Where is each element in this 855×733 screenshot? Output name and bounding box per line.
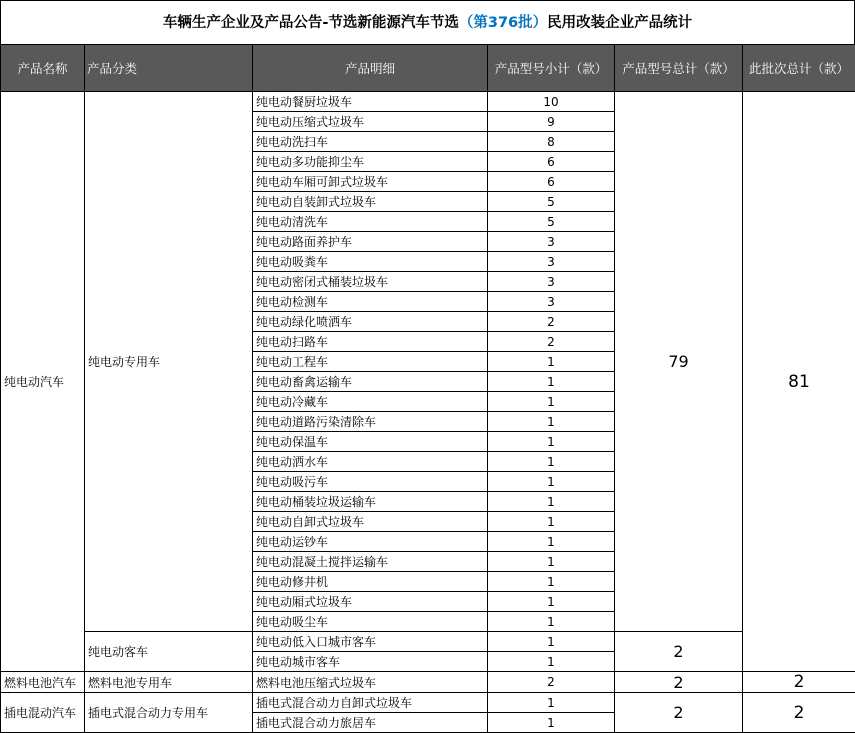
detail-cell: 纯电动绿化喷洒车 <box>253 312 488 332</box>
stats-table <box>0 44 855 733</box>
subtotal-cell: 6 <box>488 172 615 192</box>
subtotal-cell: 3 <box>488 292 615 312</box>
detail-cell: 燃料电池压缩式垃圾车 <box>253 672 488 693</box>
subtotal-cell: 1 <box>488 452 615 472</box>
subtotal-cell: 2 <box>488 672 615 693</box>
subtotal-cell: 1 <box>488 512 615 532</box>
detail-cell: 纯电动工程车 <box>253 352 488 372</box>
subtotal-cell: 1 <box>488 412 615 432</box>
header-total: 产品型号总计（款） <box>615 45 743 92</box>
detail-cell: 纯电动清洗车 <box>253 212 488 232</box>
subtotal-cell: 1 <box>488 592 615 612</box>
header-detail: 产品明细 <box>253 45 488 92</box>
detail-cell: 纯电动修井机 <box>253 572 488 592</box>
subtotal-cell: 1 <box>488 372 615 392</box>
subtotal-cell: 1 <box>488 652 615 672</box>
category-total-cell: 2 <box>615 632 743 672</box>
subtotal-cell: 1 <box>488 572 615 592</box>
batch-total-cell: 2 <box>743 672 855 693</box>
detail-cell: 纯电动多功能抑尘车 <box>253 152 488 172</box>
header-category: 产品分类 <box>85 45 253 92</box>
detail-cell: 纯电动车厢可卸式垃圾车 <box>253 172 488 192</box>
detail-cell: 纯电动城市客车 <box>253 652 488 672</box>
subtotal-cell: 6 <box>488 152 615 172</box>
detail-cell: 纯电动检测车 <box>253 292 488 312</box>
detail-cell: 插电式混合动力旅居车 <box>253 713 488 733</box>
table-row <box>1 92 855 112</box>
subtotal-cell: 10 <box>488 92 615 112</box>
subtotal-cell: 1 <box>488 432 615 452</box>
detail-cell: 纯电动自卸式垃圾车 <box>253 512 488 532</box>
subtotal-cell: 1 <box>488 352 615 372</box>
detail-cell: 纯电动吸粪车 <box>253 252 488 272</box>
subtotal-cell: 1 <box>488 612 615 632</box>
detail-cell: 纯电动吸污车 <box>253 472 488 492</box>
title-batch: （第376批） <box>459 15 547 31</box>
category-cell: 插电式混合动力专用车 <box>85 693 253 733</box>
detail-cell: 纯电动冷藏车 <box>253 392 488 412</box>
table-row <box>1 632 855 652</box>
detail-cell: 纯电动道路污染清除车 <box>253 412 488 432</box>
detail-cell: 纯电动混凝土搅拌运输车 <box>253 552 488 572</box>
header-batch-total: 此批次总计（款） <box>743 45 855 92</box>
detail-cell: 纯电动餐厨垃圾车 <box>253 92 488 112</box>
batch-total-cell: 81 <box>743 92 855 672</box>
subtotal-cell: 3 <box>488 232 615 252</box>
header-subtotal: 产品型号小计（款） <box>488 45 615 92</box>
detail-cell: 纯电动洒水车 <box>253 452 488 472</box>
category-total-cell: 2 <box>615 672 743 693</box>
detail-cell: 纯电动洗扫车 <box>253 132 488 152</box>
table-title <box>0 0 855 44</box>
batch-total-cell: 2 <box>743 693 855 733</box>
product-name-cell: 插电混动汽车 <box>1 693 85 733</box>
category-total-cell: 2 <box>615 693 743 733</box>
detail-cell: 纯电动运钞车 <box>253 532 488 552</box>
category-total-cell: 79 <box>615 92 743 632</box>
detail-cell: 纯电动路面养护车 <box>253 232 488 252</box>
table-body <box>1 92 855 733</box>
subtotal-cell: 5 <box>488 212 615 232</box>
header-product-name: 产品名称 <box>1 45 85 92</box>
subtotal-cell: 5 <box>488 192 615 212</box>
subtotal-cell: 1 <box>488 552 615 572</box>
table-row <box>1 672 855 693</box>
detail-cell: 插电式混合动力自卸式垃圾车 <box>253 693 488 713</box>
subtotal-cell: 8 <box>488 132 615 152</box>
detail-cell: 纯电动桶装垃圾运输车 <box>253 492 488 512</box>
category-cell: 纯电动专用车 <box>85 92 253 632</box>
title-suffix: 民用改装企业产品统计 <box>547 15 692 31</box>
detail-cell: 纯电动压缩式垃圾车 <box>253 112 488 132</box>
category-cell: 纯电动客车 <box>85 632 253 672</box>
subtotal-cell: 2 <box>488 312 615 332</box>
subtotal-cell: 1 <box>488 492 615 512</box>
subtotal-cell: 1 <box>488 472 615 492</box>
detail-cell: 纯电动密闭式桶装垃圾车 <box>253 272 488 292</box>
detail-cell: 纯电动厢式垃圾车 <box>253 592 488 612</box>
table-row <box>1 693 855 713</box>
product-name-cell: 纯电动汽车 <box>1 92 85 672</box>
subtotal-cell: 3 <box>488 272 615 292</box>
subtotal-cell: 2 <box>488 332 615 352</box>
subtotal-cell: 1 <box>488 532 615 552</box>
subtotal-cell: 1 <box>488 693 615 713</box>
detail-cell: 纯电动畜禽运输车 <box>253 372 488 392</box>
detail-cell: 纯电动吸尘车 <box>253 612 488 632</box>
category-cell: 燃料电池专用车 <box>85 672 253 693</box>
detail-cell: 纯电动自装卸式垃圾车 <box>253 192 488 212</box>
subtotal-cell: 1 <box>488 632 615 652</box>
detail-cell: 纯电动保温车 <box>253 432 488 452</box>
detail-cell: 纯电动扫路车 <box>253 332 488 352</box>
header-row <box>1 45 855 92</box>
product-name-cell: 燃料电池汽车 <box>1 672 85 693</box>
title-main: 车辆生产企业及产品公告-节选新能源汽车节选 <box>163 15 459 31</box>
subtotal-cell: 9 <box>488 112 615 132</box>
subtotal-cell: 1 <box>488 392 615 412</box>
subtotal-cell: 3 <box>488 252 615 272</box>
subtotal-cell: 1 <box>488 713 615 733</box>
detail-cell: 纯电动低入口城市客车 <box>253 632 488 652</box>
